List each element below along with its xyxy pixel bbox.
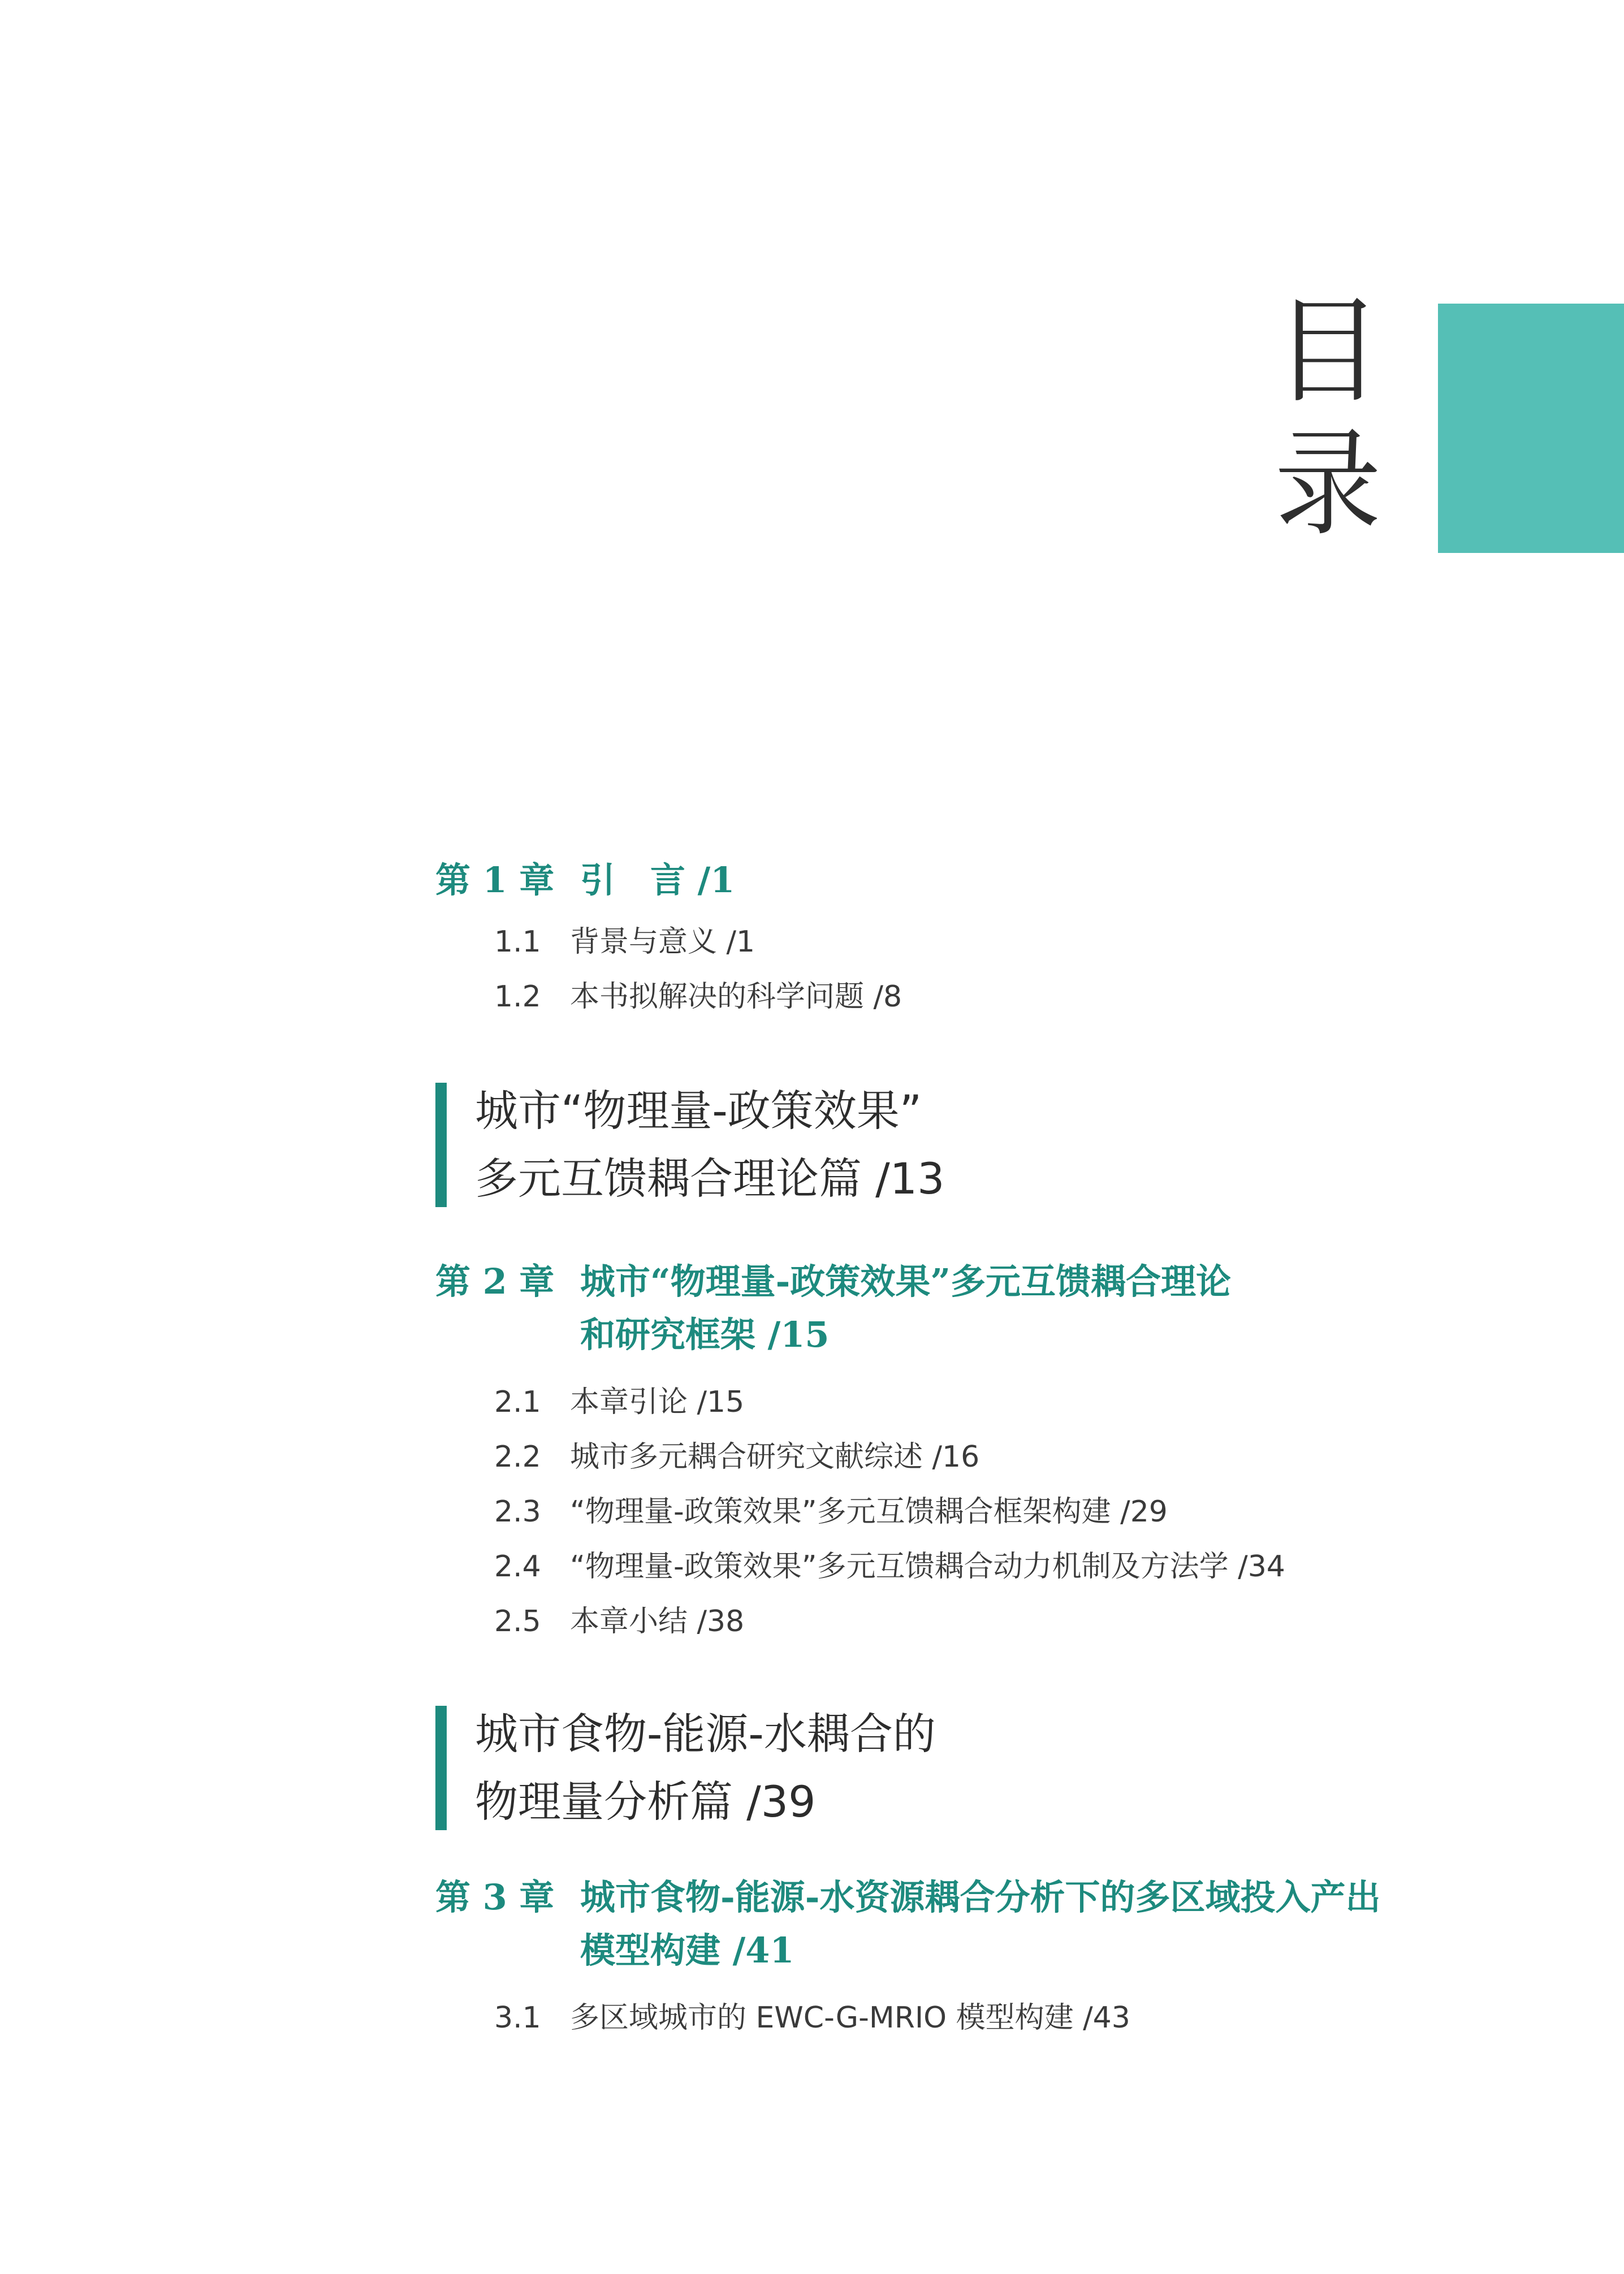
chapter-title: 引 言 /1 (580, 859, 735, 901)
section-number: 1.1 (494, 925, 541, 959)
section-number: 2.2 (494, 1440, 541, 1474)
chapter-2-sections (435, 1375, 1397, 1649)
chapter-title-line: 模型构建 /41 (580, 1930, 794, 1971)
section-entry[interactable] (435, 1991, 1397, 2046)
section-title: 本章引论 /15 (570, 1385, 745, 1419)
section-entry[interactable] (435, 1375, 1397, 1430)
part-1-heading[interactable] (435, 1077, 1397, 1213)
chapter-number: 第 3 章 (435, 1877, 555, 1918)
part-title-line: 物理量分析篇 /39 (475, 1776, 816, 1827)
part-accent-bar (435, 1083, 447, 1207)
section-title: “物理量-政策效果”多元互馈耦合动力机制及方法学 /34 (570, 1550, 1285, 1584)
chapter-1-sections (435, 915, 1397, 1024)
section-number: 2.3 (494, 1495, 541, 1529)
title-char-mu: 目 (1274, 284, 1381, 419)
title-char-lu: 录 (1274, 417, 1381, 552)
section-entry[interactable] (435, 1540, 1397, 1594)
chapter-title-line: 城市食物-能源-水资源耦合分析下的多区域投入产出 (580, 1877, 1381, 1918)
section-number: 1.2 (494, 980, 541, 1014)
table-of-contents (435, 854, 1397, 2046)
section-entry[interactable] (435, 970, 1397, 1024)
part-title-line: 多元互馈耦合理论篇 /13 (475, 1153, 945, 1204)
section-entry[interactable] (435, 1594, 1397, 1649)
chapter-title-line: 和研究框架 /15 (580, 1314, 830, 1355)
chapter-2-entry[interactable] (435, 1255, 1397, 1361)
section-title: “物理量-政策效果”多元互馈耦合框架构建 /29 (570, 1495, 1168, 1529)
side-color-tab (1438, 304, 1624, 553)
part-title-line: 城市“物理量-政策效果” (475, 1086, 922, 1136)
section-title: 多区域城市的 EWC-G-MRIO 模型构建 /43 (570, 2001, 1130, 2035)
chapter-1-entry[interactable] (435, 854, 1397, 907)
part-2-heading[interactable] (435, 1700, 1397, 1836)
chapter-title (580, 1255, 1397, 1361)
section-title: 本书拟解决的科学问题 /8 (570, 980, 902, 1014)
chapter-title (580, 1871, 1397, 1977)
chapter-3-sections (435, 1991, 1397, 2046)
section-number: 3.1 (494, 2001, 541, 2035)
chapter-title-line: 城市“物理量-政策效果”多元互馈耦合理论 (580, 1261, 1232, 1302)
section-title: 城市多元耦合研究文献综述 /16 (570, 1440, 980, 1474)
section-number: 2.1 (494, 1385, 541, 1419)
section-entry[interactable] (435, 915, 1397, 970)
part-title-line: 城市食物-能源-水耦合的 (475, 1709, 936, 1759)
part-accent-bar (435, 1706, 447, 1830)
section-entry[interactable] (435, 1485, 1397, 1540)
section-number: 2.4 (494, 1550, 541, 1584)
chapter-number: 第 1 章 (435, 859, 555, 901)
section-title: 本章小结 /38 (570, 1605, 745, 1639)
section-number: 2.5 (494, 1605, 541, 1639)
section-title: 背景与意义 /1 (570, 925, 755, 959)
section-entry[interactable] (435, 1430, 1397, 1485)
contents-title (1265, 284, 1390, 552)
chapter-number: 第 2 章 (435, 1261, 555, 1302)
chapter-3-entry[interactable] (435, 1871, 1397, 1977)
